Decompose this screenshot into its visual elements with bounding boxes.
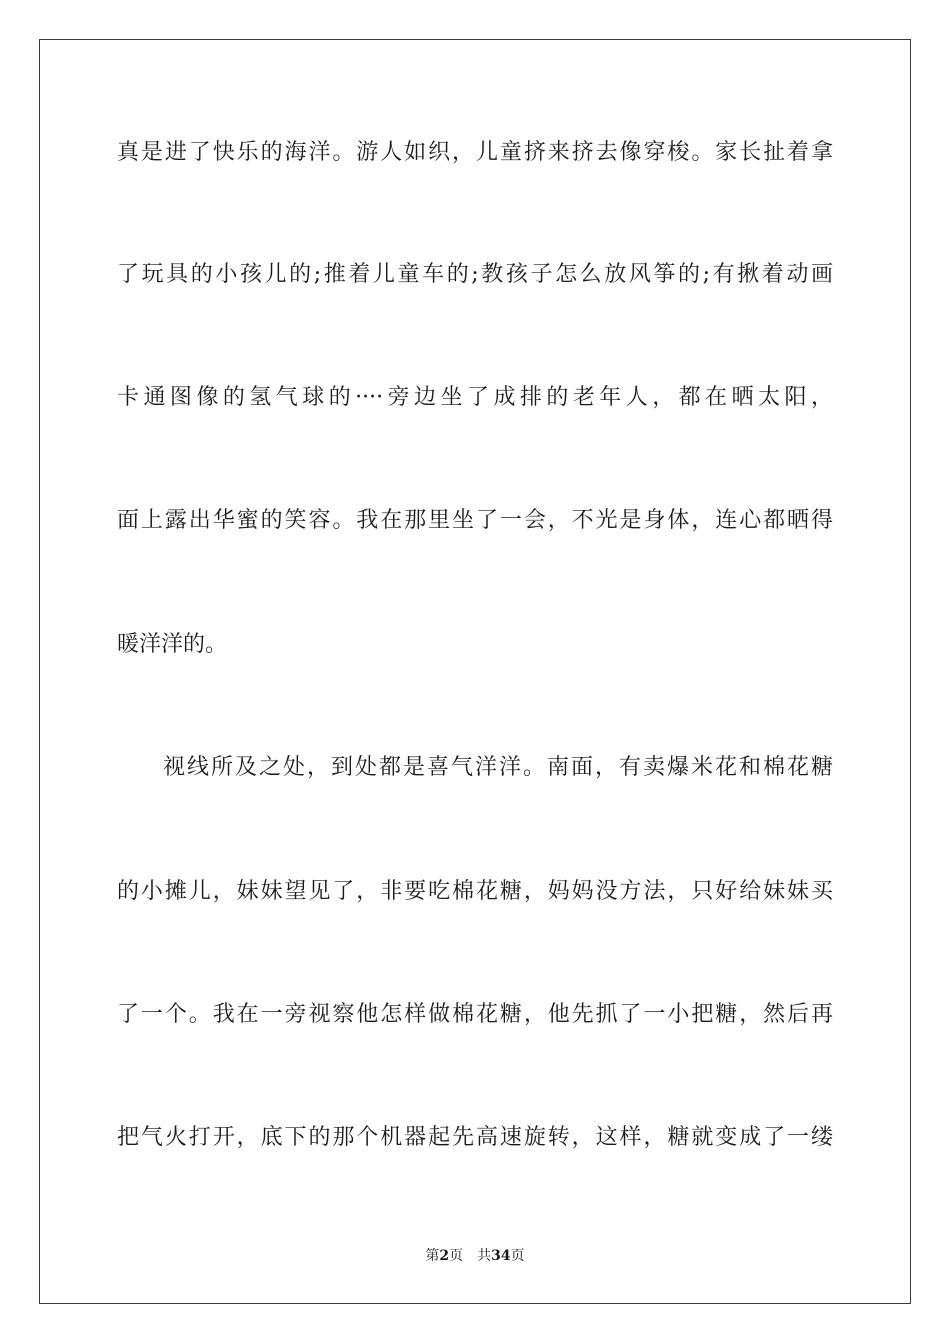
footer-total-suffix: 页 <box>510 1248 525 1264</box>
text-line-3: 卡通图像的氢气球的····旁边坐了成排的老年人，都在晒太阳， <box>117 385 833 410</box>
text-line-6: 视线所及之处，到处都是喜气洋洋。南面，有卖爆米花和棉花糖 <box>163 755 833 780</box>
text-line-5: 暖洋洋的。 <box>117 632 228 657</box>
text-line-9: 把气火打开，底下的那个机器起先高速旋转，这样，糖就变成了一缕 <box>117 1125 833 1150</box>
text-line-7: 的小摊儿，妹妹望见了，非要吃棉花糖，妈妈没方法，只好给妹妹买 <box>117 879 833 904</box>
footer-total-prefix: 共 <box>477 1248 492 1264</box>
footer-total-pages: 34 <box>491 1248 511 1264</box>
text-line-8: 了一个。我在一旁视察他怎样做棉花糖，他先抓了一小把糖，然后再 <box>117 1002 833 1027</box>
text-line-2: 了玩具的小孩儿的;推着儿童车的;教孩子怎么放风筝的;有揪着动画 <box>117 262 833 287</box>
footer-page-prefix: 第 <box>425 1248 440 1264</box>
page-border <box>39 39 911 1304</box>
footer-page-suffix: 页 <box>449 1248 464 1264</box>
text-line-4: 面上露出华蜜的笑容。我在那里坐了一会，不光是身体，连心都晒得 <box>117 508 833 533</box>
page-footer <box>0 1245 950 1265</box>
footer-page-number: 2 <box>439 1248 450 1264</box>
text-line-1: 真是进了快乐的海洋。游人如织，儿童挤来挤去像穿梭。家长扯着拿 <box>117 140 833 165</box>
